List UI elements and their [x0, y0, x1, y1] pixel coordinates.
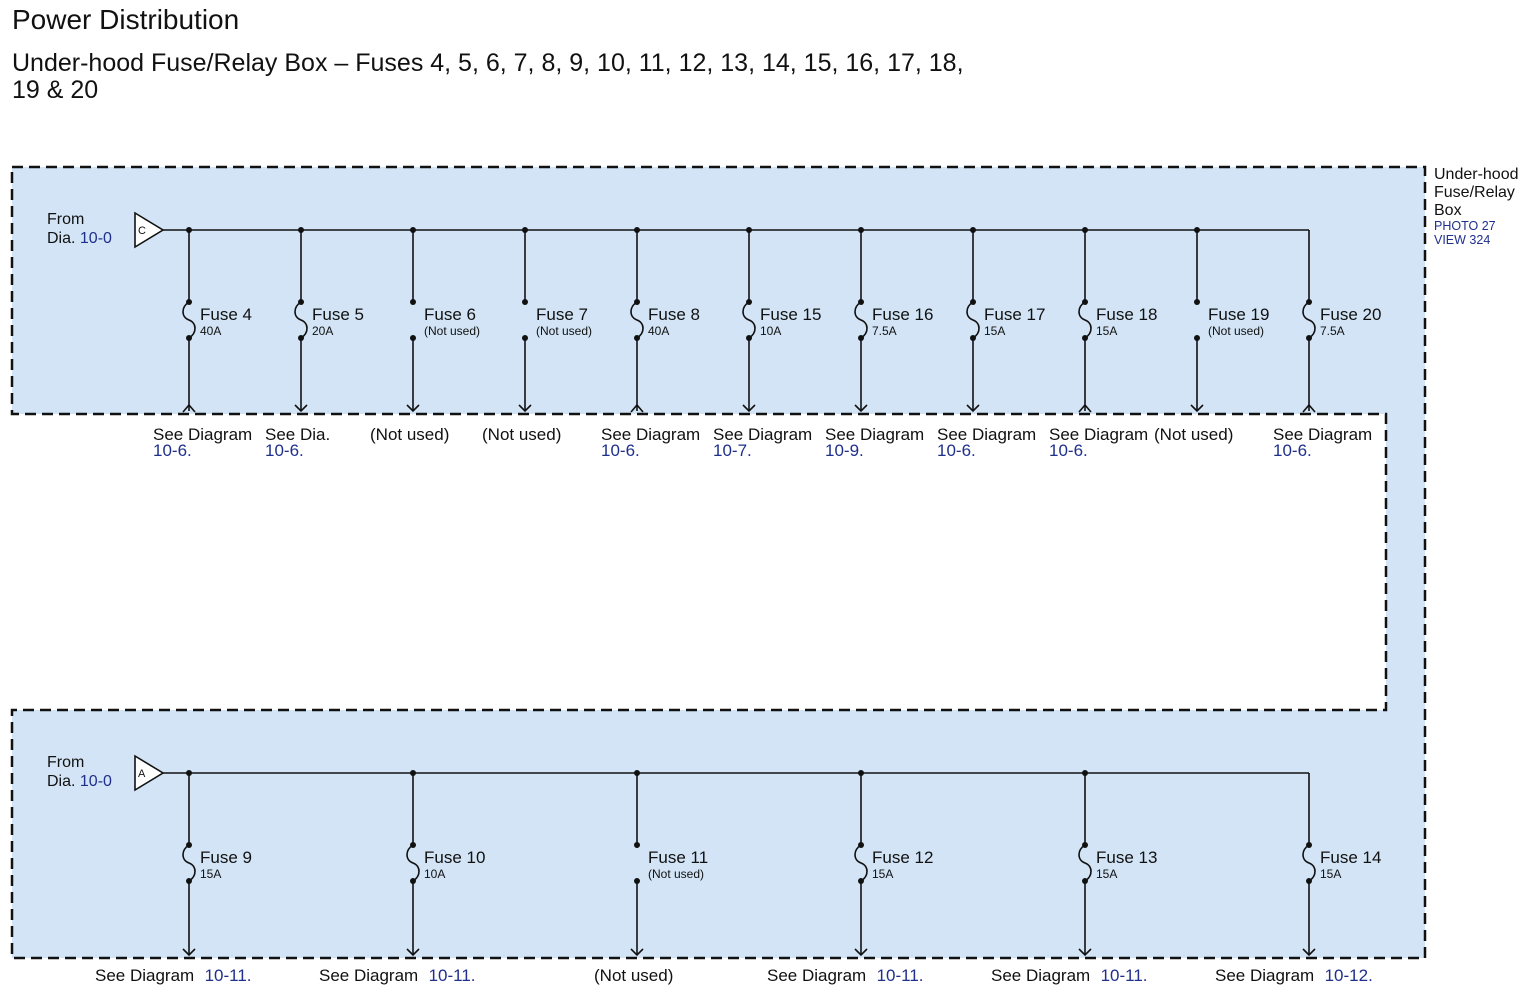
destination-label: See Diagram — [713, 425, 813, 444]
fuse-name: Fuse 5 — [312, 305, 364, 324]
fuse-terminal-top — [1194, 299, 1200, 305]
destination-not-used: (Not used) — [370, 425, 450, 444]
fuse-rating: (Not used) — [1208, 324, 1265, 338]
fuse-name: Fuse 19 — [1208, 305, 1270, 324]
fuse-terminal-top — [522, 299, 528, 305]
destination-label: See Diagram — [319, 966, 419, 985]
fuse-name: Fuse 12 — [872, 848, 934, 867]
box-label-line-3: Box — [1434, 202, 1462, 219]
fuse-name: Fuse 18 — [1096, 305, 1158, 324]
fuse-name: Fuse 13 — [1096, 848, 1158, 867]
destination-diagram-link[interactable]: 10-9. — [825, 441, 864, 460]
destination-diagram-link[interactable]: 10-11. — [204, 966, 252, 985]
source-dia-ref-link[interactable]: 10-0 — [79, 773, 112, 790]
fuse-name: Fuse 20 — [1320, 305, 1382, 324]
fuse-rating: 15A — [1096, 867, 1118, 881]
destination-label: See Diagram — [767, 966, 867, 985]
fuse-rating: 40A — [648, 324, 670, 338]
destination-diagram-link[interactable]: 10-6. — [601, 441, 640, 460]
fuse-name: Fuse 17 — [984, 305, 1046, 324]
destination-label: See Diagram — [825, 425, 925, 444]
box-label-line-1: Under-hood — [1434, 166, 1519, 183]
destination-label: See Diagram — [95, 966, 195, 985]
destination-label: See Diagram — [1049, 425, 1149, 444]
destination-diagram-link[interactable]: 10-6. — [153, 441, 192, 460]
view-link[interactable]: VIEW 324 — [1434, 233, 1491, 247]
fuse-rating: 20A — [312, 324, 334, 338]
destination-label: See Diagram — [1273, 425, 1373, 444]
fuse-name: Fuse 16 — [872, 305, 934, 324]
destination-not-used: (Not used) — [1154, 425, 1234, 444]
fuse-name: Fuse 4 — [200, 305, 252, 324]
fuse-rating: 15A — [984, 324, 1006, 338]
fuse-rating: 10A — [760, 324, 782, 338]
connector-id: A — [138, 768, 146, 780]
destination-diagram-link[interactable]: 10-6. — [1049, 441, 1088, 460]
fuse-rating: 40A — [200, 324, 222, 338]
destination-diagram-link[interactable]: 10-6. — [937, 441, 976, 460]
source-from-label: From — [47, 211, 85, 228]
destination-not-used: (Not used) — [594, 966, 674, 985]
destination-label: See Dia. — [265, 425, 331, 444]
fuse-rating: 15A — [1320, 867, 1342, 881]
fuse-rating: 7.5A — [872, 324, 897, 338]
connector-id: C — [138, 225, 146, 237]
source-from-label: From — [47, 754, 85, 771]
fuse-rating: 10A — [424, 867, 446, 881]
fuse-name: Fuse 14 — [1320, 848, 1382, 867]
fuse-name: Fuse 6 — [424, 305, 476, 324]
fuse-rating: 15A — [872, 867, 894, 881]
fuse-rating: (Not used) — [536, 324, 593, 338]
destination-diagram-link[interactable]: 10-11. — [876, 966, 924, 985]
box-label-line-2: Fuse/Relay — [1434, 184, 1515, 201]
box-label — [1434, 166, 1519, 247]
destination-diagram-link[interactable]: 10-11. — [428, 966, 476, 985]
fuse-rating: 15A — [200, 867, 222, 881]
fuse-rating: 15A — [1096, 324, 1118, 338]
fuse-rating: (Not used) — [424, 324, 481, 338]
fuse-name: Fuse 11 — [648, 848, 709, 867]
fuse-name: Fuse 7 — [536, 305, 588, 324]
source-dia-label: Dia. 10-0 — [47, 230, 112, 247]
source-dia-label: Dia. 10-0 — [47, 773, 112, 790]
fuse-relay-box-outline — [12, 167, 1425, 958]
destination-diagram-link[interactable]: 10-7. — [713, 441, 752, 460]
photo-link[interactable]: PHOTO 27 — [1434, 219, 1496, 233]
page-subtitle: Under-hood Fuse/Relay Box – Fuses 4, 5, 6, 7, 8, 9, 10, 11, 12, 13, 14, 15, 16, 17, 18, 19 & 20 — [12, 49, 964, 104]
destination-not-used: (Not used) — [482, 425, 562, 444]
destination-label: See Diagram — [153, 425, 253, 444]
destination-diagram-link[interactable]: 10-12. — [1324, 966, 1373, 985]
destination-label: See Diagram — [1215, 966, 1315, 985]
fuse-rating: (Not used) — [648, 867, 705, 881]
fuse-name: Fuse 10 — [424, 848, 486, 867]
destination-label: See Diagram — [937, 425, 1037, 444]
fuse-rating: 7.5A — [1320, 324, 1345, 338]
fuse-terminal-top — [634, 842, 640, 848]
fuse-name: Fuse 8 — [648, 305, 700, 324]
fuse-name: Fuse 15 — [760, 305, 822, 324]
destination-diagram-link[interactable]: 10-11. — [1100, 966, 1148, 985]
destination-label: See Diagram — [601, 425, 701, 444]
fuse-name: Fuse 9 — [200, 848, 252, 867]
destination-diagram-link[interactable]: 10-6. — [265, 441, 304, 460]
source-dia-ref-link[interactable]: 10-0 — [79, 230, 112, 247]
fuse-terminal-top — [410, 299, 416, 305]
destination-diagram-link[interactable]: 10-6. — [1273, 441, 1312, 460]
destination-label: See Diagram — [991, 966, 1091, 985]
page-title: Power Distribution — [12, 4, 240, 35]
